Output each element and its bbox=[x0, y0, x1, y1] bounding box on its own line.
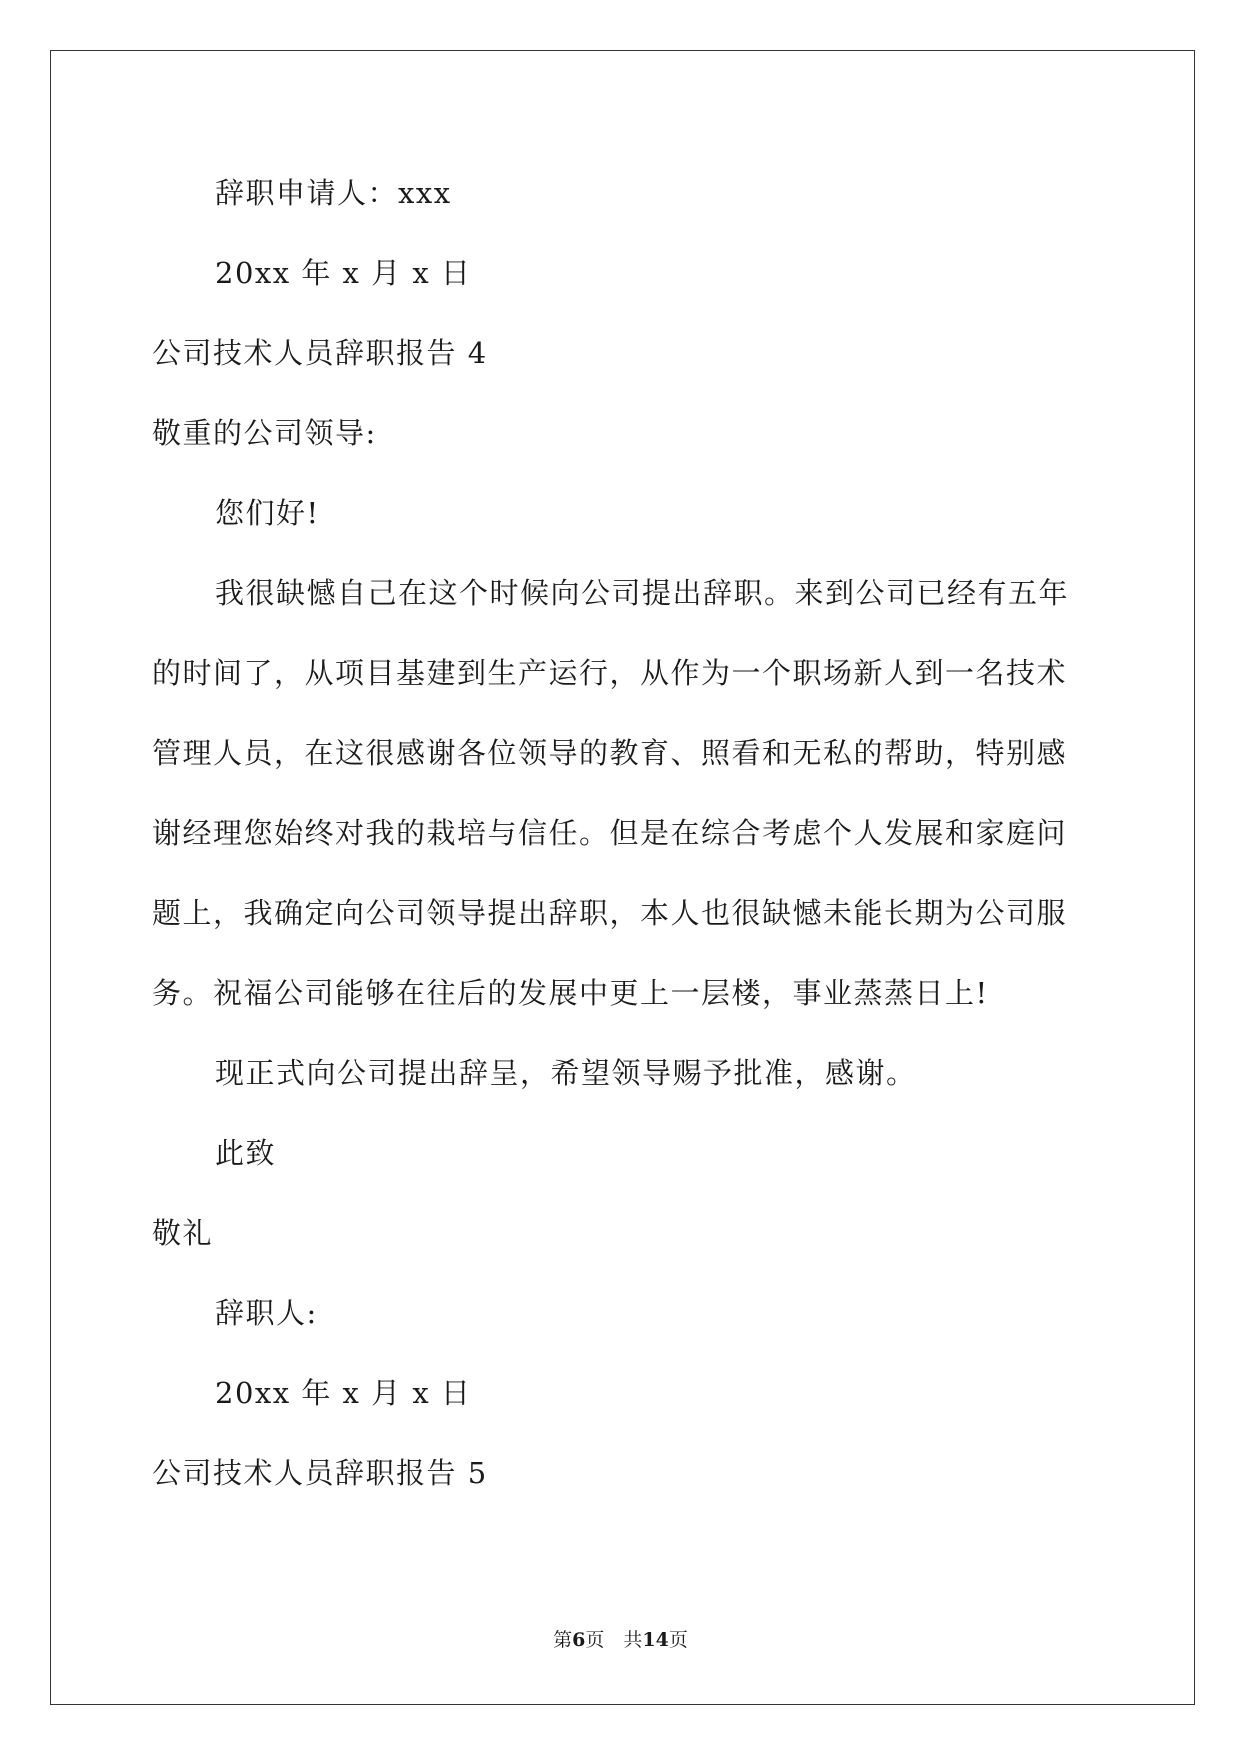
salutation: 敬重的公司领导: bbox=[152, 416, 377, 450]
footer-suffix: 页 bbox=[668, 1629, 688, 1651]
signature-line: 辞职人: bbox=[215, 1296, 318, 1330]
date-line: 20xx 年 x 月 x 日 bbox=[215, 256, 472, 290]
body-paragraph-line: 务。祝福公司能够在往后的发展中更上一层楼，事业蒸蒸日上! bbox=[152, 976, 989, 1010]
body-paragraph-line: 的时间了，从项目基建到生产运行，从作为一个职场新人到一名技术 bbox=[152, 656, 1068, 690]
body-paragraph-line: 我很缺憾自己在这个时候向公司提出辞职。来到公司已经有五年 bbox=[215, 576, 1070, 610]
footer-middle: 页 共 bbox=[585, 1629, 643, 1651]
body-paragraph-line: 题上，我确定向公司领导提出辞职，本人也很缺憾未能长期为公司服 bbox=[152, 896, 1068, 930]
footer-total-pages: 14 bbox=[642, 1629, 669, 1651]
body-paragraph-line: 管理人员，在这很感谢各位领导的教育、照看和无私的帮助，特别感 bbox=[152, 736, 1068, 770]
signature-date-line: 20xx 年 x 月 x 日 bbox=[215, 1376, 472, 1410]
closing-line: 此致 bbox=[215, 1136, 277, 1170]
applicant-line: 辞职申请人：xxx bbox=[215, 176, 452, 210]
footer-page-number: 6 bbox=[572, 1629, 586, 1651]
greeting: 您们好! bbox=[215, 496, 320, 530]
footer-prefix: 第 bbox=[553, 1629, 573, 1651]
section-heading: 公司技术人员辞职报告 4 bbox=[152, 336, 488, 370]
page-footer bbox=[0, 1628, 1241, 1652]
body-paragraph-line: 谢经理您始终对我的栽培与信任。但是在综合考虑个人发展和家庭问 bbox=[152, 816, 1068, 850]
regards-line: 敬礼 bbox=[152, 1216, 214, 1250]
request-line: 现正式向公司提出辞呈，希望领导赐予批准，感谢。 bbox=[215, 1056, 917, 1090]
section-heading: 公司技术人员辞职报告 5 bbox=[152, 1456, 488, 1490]
